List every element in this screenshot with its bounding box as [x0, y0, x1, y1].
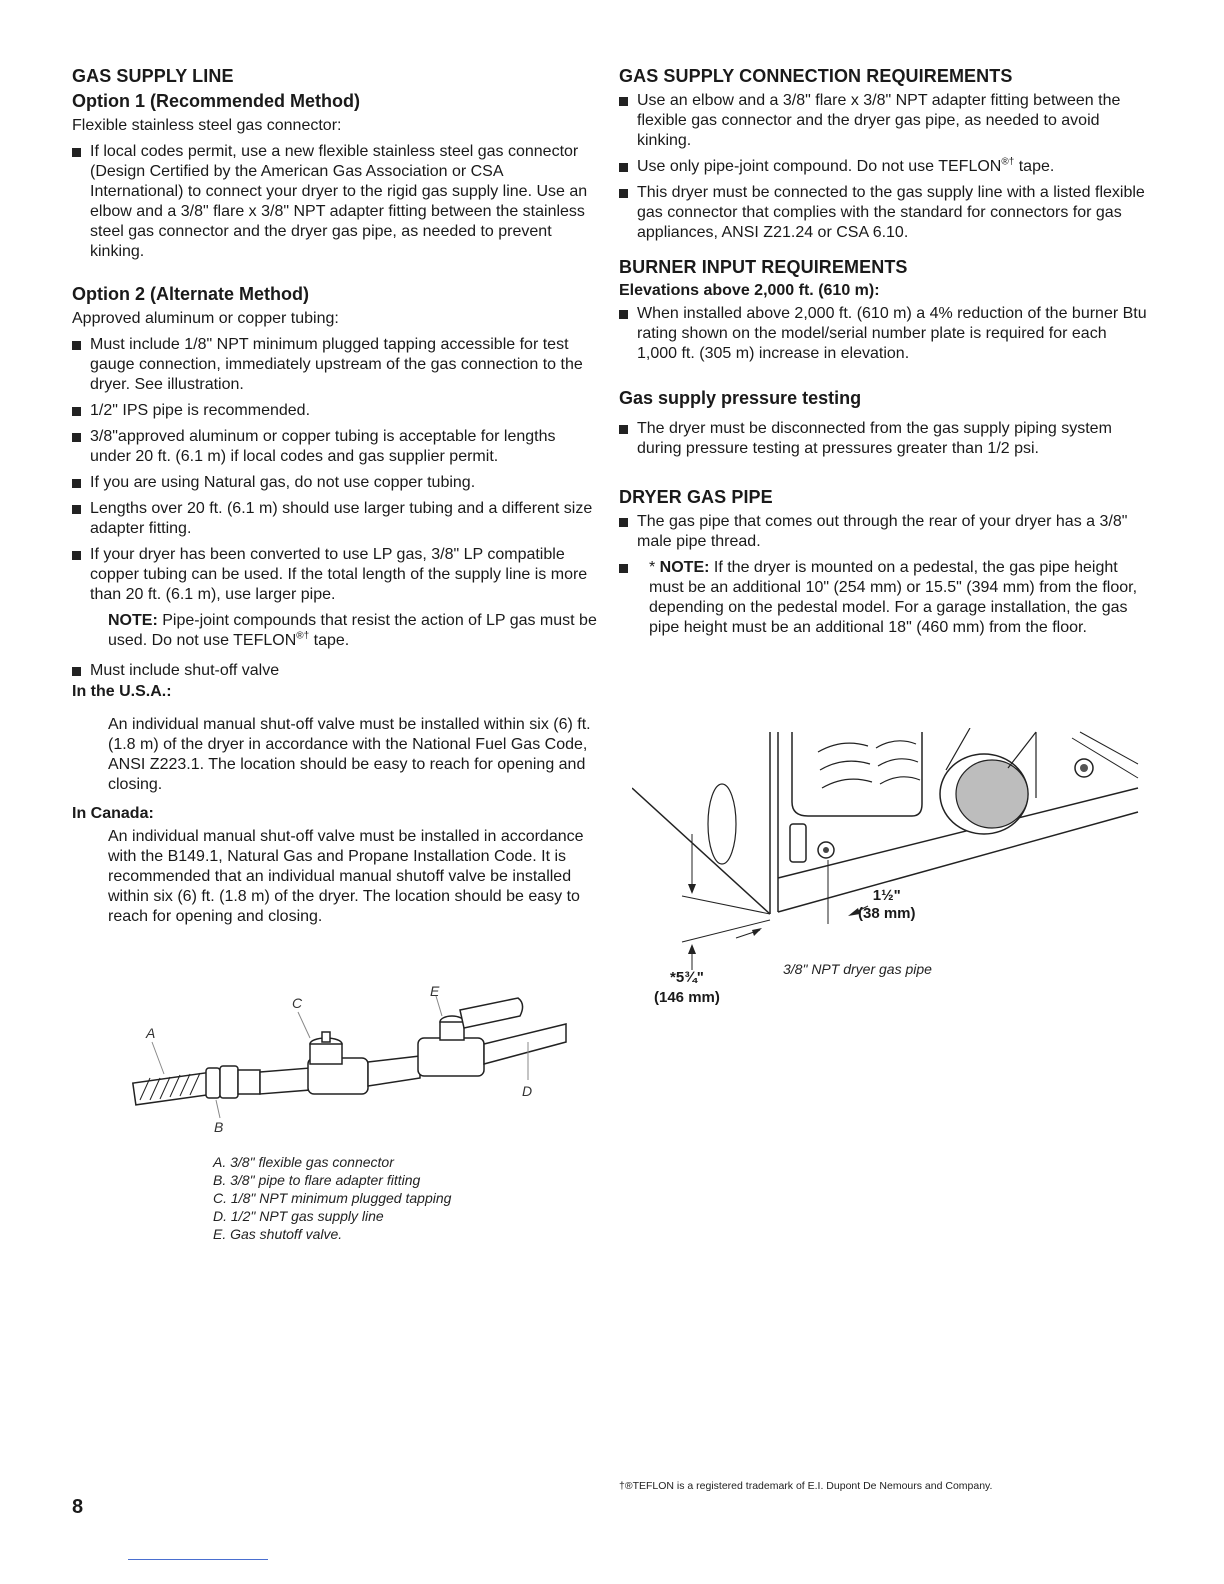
lp-note — [72, 611, 598, 651]
bullet-text: If the dryer is mounted on a pedestal, the gas pipe height must be an additional 10" (254 mm) or 15.5" (394 mm) from the floor, depending on the pedestal model. For a garage installation, the gas pipe height must be an additional 18" (460 mm) from the floor. — [649, 559, 1138, 636]
bullet-icon — [72, 667, 81, 676]
dryer-pipe-caption: 3/8" NPT dryer gas pipe — [783, 961, 932, 977]
bullet-icon — [72, 148, 81, 157]
list-item — [72, 499, 598, 539]
bullet-text: If local codes permit, use a new flexible stainless steel gas connector (Design Certified by the American Gas Association or CSA International) to connect your dryer to the rigid gas supply line. Use an elbow and a 3/8" flare x 3/8" NPT adapter fitting between the stainless steel gas connector and the dryer gas pipe, as needed to prevent kinking. — [90, 143, 588, 260]
list-item — [619, 558, 1149, 638]
bullet-text: 3/8"approved aluminum or copper tubing is acceptable for lengths under 20 ft. (6.1 m) if local codes and gas supplier permit. — [90, 428, 556, 465]
flexible-connector-illustration — [133, 1073, 211, 1105]
page-number: 8 — [72, 1496, 84, 1518]
bullet-text: If you are using Natural gas, do not use copper tubing. — [90, 474, 476, 491]
list-item — [619, 157, 1149, 177]
dimension-label-1 — [858, 887, 916, 923]
usa-label: In the U.S.A.: — [72, 683, 172, 700]
gas-supply-diagram — [130, 982, 580, 1142]
canada-label: In Canada: — [72, 805, 154, 822]
gas-diagram-captions — [213, 1153, 451, 1243]
note-label: NOTE: — [108, 612, 158, 629]
bullet-text: When installed above 2,000 ft. (610 m) a 4% reduction of the burner Btu rating shown on the model/serial number plate is required for each 1,000 ft. (305 m) increase in elevation. — [637, 305, 1147, 362]
note-star: * — [649, 559, 660, 576]
list-item — [619, 304, 1149, 364]
diagram-label-d: D — [522, 1083, 533, 1099]
list-item — [72, 401, 598, 421]
usa-text: An individual manual shut-off valve must be installed within six (6) ft. (1.8 m) of the dryer in accordance with the National Fuel Gas Code, ANSI Z223.1. The location should be easy to reach for opening and closing. — [108, 716, 591, 793]
pressure-list — [619, 419, 1149, 459]
dryer-pipe-heading: DRYER GAS PIPE — [619, 487, 773, 507]
bullet-icon — [72, 505, 81, 514]
caption-d: D. 1/2" NPT gas supply line — [213, 1208, 384, 1224]
gas-pipe-fitting-illustration — [790, 824, 834, 862]
dimension-markers — [682, 834, 868, 970]
adapter-fitting-illustration — [206, 1066, 260, 1098]
list-item — [619, 512, 1149, 552]
trademark-footnote: †®TEFLON is a registered trademark of E.I. Dupont De Nemours and Company. — [619, 1480, 993, 1492]
list-item — [619, 183, 1149, 243]
bullet-text: 1/2" IPS pipe is recommended. — [90, 402, 311, 419]
bullet-text: Use only pipe-joint compound. Do not use TEFLON — [637, 158, 1002, 175]
gas-supply-line-heading: GAS SUPPLY LINE — [72, 66, 234, 86]
bullet-text: The dryer must be disconnected from the gas supply piping system during pressure testing at pressures greater than 1/2 psi. — [637, 420, 1112, 457]
bullet-icon — [619, 163, 628, 172]
diagram-label-c: C — [292, 995, 303, 1011]
bullet-icon — [72, 433, 81, 442]
shutoff-valve-illustration — [418, 998, 523, 1076]
list-item — [72, 335, 598, 395]
dryer-pipe-list — [619, 512, 1149, 638]
right-column — [619, 66, 1149, 644]
caption-b: B. 3/8" pipe to flare adapter fitting — [213, 1172, 421, 1188]
dimension-2-mm: (146 mm) — [654, 989, 720, 1006]
bullet-icon — [72, 479, 81, 488]
option2-heading: Option 2 (Alternate Method) — [72, 284, 309, 304]
bullet-text-end: tape. — [1014, 158, 1055, 175]
canada-text: An individual manual shut-off valve must be installed in accordance with the B149.1, Natural Gas and Propane Installation Code. It is recommended that an individual manual shutoff valve be installed within six (6) ft. (1.8 m) of the dryer. The location should be easy to reach for opening and closing. — [108, 828, 584, 925]
burner-heading: BURNER INPUT REQUIREMENTS — [619, 257, 908, 277]
diagram-label-a: A — [146, 1025, 156, 1041]
note-label: NOTE: — [659, 559, 710, 576]
trademark-sup: ®† — [1001, 156, 1015, 168]
dimension-1-inches: 1½" — [872, 887, 901, 904]
diagram-label-b: B — [214, 1119, 224, 1135]
dimension-1-mm: (38 mm) — [858, 905, 916, 922]
option2-list — [72, 335, 598, 605]
bullet-text: Use an elbow and a 3/8" flare x 3/8" NPT adapter fitting between the flexible gas connector and the dryer gas pipe, as needed to avoid kinking. — [637, 92, 1121, 149]
burner-list — [619, 304, 1149, 364]
tapping-tee-illustration — [308, 1032, 368, 1094]
list-item — [72, 545, 598, 605]
bullet-icon — [619, 425, 628, 434]
note-text: Pipe-joint compounds that resist the action of LP gas must be used. Do not use TEFLON — [108, 612, 597, 649]
option1-list — [72, 142, 598, 262]
note-text-end: tape. — [309, 632, 350, 649]
bullet-icon — [72, 407, 81, 416]
option2-intro: Approved aluminum or copper tubing: — [72, 310, 339, 327]
bullet-text: Must include 1/8" NPT minimum plugged tapping accessible for test gauge connection, immediately upstream of the gas connection to the dryer. See illustration. — [90, 336, 583, 393]
bullet-text: Lengths over 20 ft. (6.1 m) should use larger tubing and a different size adapter fitting. — [90, 500, 593, 537]
bullet-text: The gas pipe that comes out through the rear of your dryer has a 3/8" male pipe thread. — [637, 513, 1128, 550]
divider — [128, 1559, 268, 1560]
bullet-text: If your dryer has been converted to use LP gas, 3/8" LP compatible copper tubing can be used. If the total length of the supply line is more than 20 ft. (6.1 m), use larger pipe. — [90, 546, 588, 603]
bullet-icon — [619, 564, 628, 573]
bullet-icon — [72, 341, 81, 350]
list-item — [72, 142, 598, 262]
bullet-icon — [619, 97, 628, 106]
option1-heading: Option 1 (Recommended Method) — [72, 91, 360, 111]
diagram-label-e: E — [430, 983, 440, 999]
bullet-icon — [619, 310, 628, 319]
dryer-gas-pipe-diagram — [632, 728, 1142, 978]
burner-subheading: Elevations above 2,000 ft. (610 m): — [619, 282, 880, 299]
list-item — [72, 473, 598, 493]
dimension-label-2 — [654, 968, 720, 1008]
bullet-text: This dryer must be connected to the gas supply line with a listed flexible gas connector that complies with the standard for connectors for gas appliances, ANSI Z21.24 or CSA 6.10. — [637, 184, 1145, 241]
trademark-sup: ®† — [296, 630, 310, 642]
list-item — [619, 91, 1149, 151]
left-column — [72, 66, 598, 937]
connection-req-list — [619, 91, 1149, 243]
list-item — [619, 419, 1149, 459]
bullet-icon — [619, 189, 628, 198]
list-item — [72, 427, 598, 467]
bullet-text: Must include shut-off valve — [90, 662, 280, 679]
pressure-heading: Gas supply pressure testing — [619, 388, 862, 408]
connection-req-heading: GAS SUPPLY CONNECTION REQUIREMENTS — [619, 66, 1013, 86]
bullet-icon — [619, 518, 628, 527]
caption-a: A. 3/8" flexible gas connector — [213, 1154, 394, 1170]
shutoff-list — [72, 661, 598, 681]
bullet-icon — [72, 551, 81, 560]
list-item — [72, 661, 598, 681]
caption-c: C. 1/8" NPT minimum plugged tapping — [213, 1190, 452, 1206]
caption-e: E. Gas shutoff valve. — [213, 1226, 343, 1242]
option1-intro: Flexible stainless steel gas connector: — [72, 117, 342, 134]
dimension-2-inches: *5¾" — [670, 969, 704, 986]
